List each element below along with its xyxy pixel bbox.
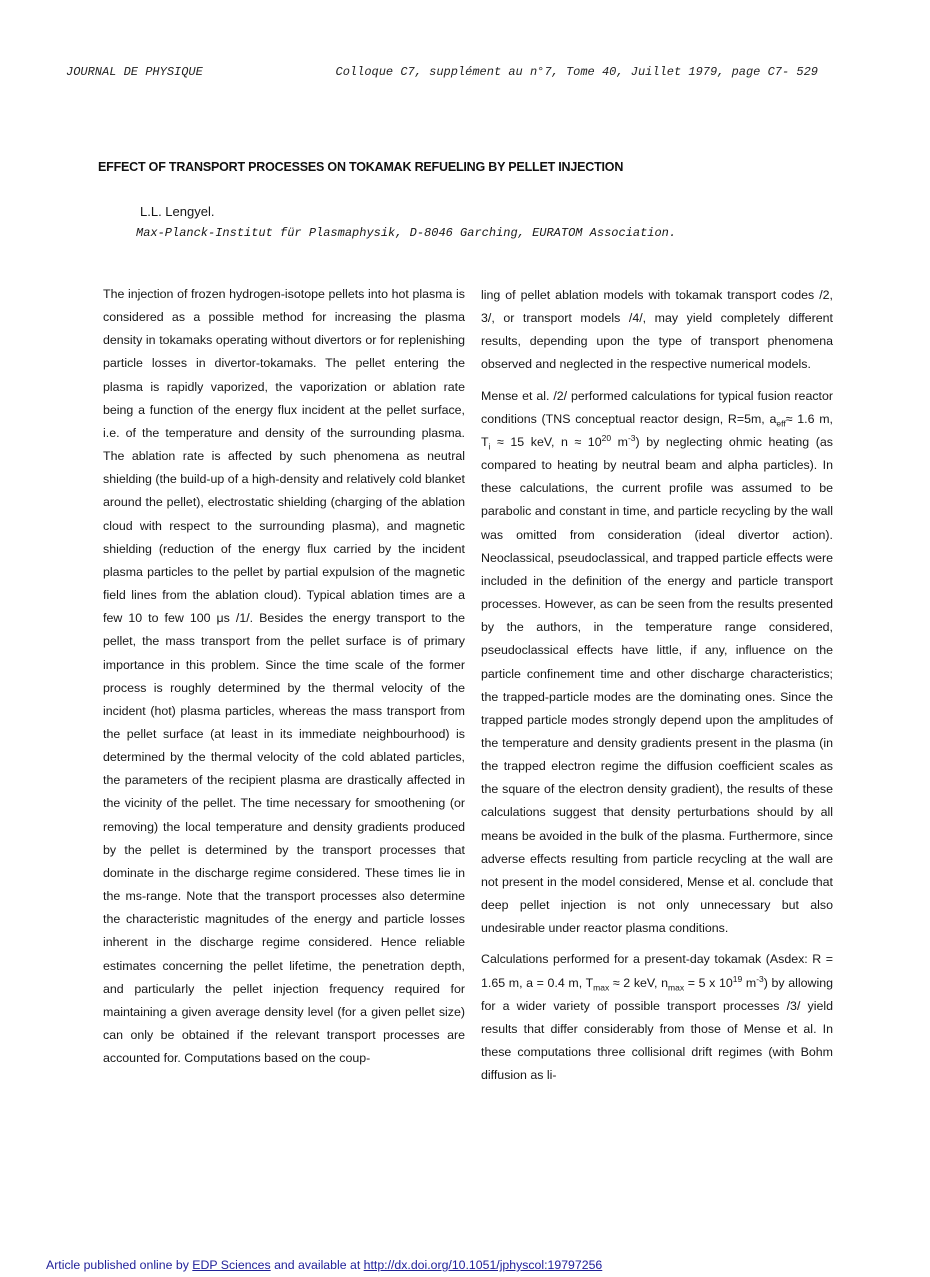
footer-text: and available at: [270, 1258, 364, 1272]
superscript: -3: [756, 973, 764, 984]
journal-name: JOURNAL DE PHYSIQUE: [66, 65, 203, 79]
subscript: i: [488, 441, 491, 452]
paragraph: [481, 948, 833, 1087]
paragraph-text: = 5 x 10: [684, 975, 733, 990]
paragraph-text: ≈ 2 keV, n: [609, 975, 669, 990]
footer-text: Article published online by: [46, 1258, 193, 1272]
header-citation: Colloque C7, supplément au n°7, Tome 40, Juillet 1979, page C7- 529: [335, 65, 818, 79]
paragraph-text: Calculations performed for a present-day tokamak (Asdex: R = 1.65 m, a = 0.4 m, T: [481, 952, 833, 990]
paragraph-text: m: [611, 434, 628, 449]
running-header: [66, 65, 818, 83]
subscript: max: [668, 982, 685, 992]
paper-title: EFFECT OF TRANSPORT PROCESSES ON TOKAMAK REFUELING BY PELLET INJECTION: [98, 160, 624, 174]
left-column: [103, 283, 465, 1078]
paragraph: The injection of frozen hydrogen-isotope pellets into hot plasma is considered as a possible method for increasing the plasma density in tokamaks operating without divertors or for replenishing particle losses in divertor-tokamaks. The pellet entering the plasma is rapidly vaporized, the vaporization or ablation rate being a function of the energy flux incident at the pellet surface, i.e. of the temperature and density of the surrounding plasma. The ablation rate is affected by such phenomena as neutral shielding (the build-up of a high-density and relatively cold blanket around the pellet), electrostatic shielding (charging of the ablation cloud with respect to the surrounding plasma), and magnetic shielding (reduction of the energy flux carried by the incident plasma particles to the pellet by partial expulsion of the magnetic field lines from the ablation cloud). Typical ablation times are a few 10 to few 100 μs /1/. Besides the energy transport to the pellet, the mass transport from the pellet surface is of primary importance in this problem. Since the time scale of the former process is roughly determined by the thermal velocity of the incident (hot) plasma particles, whereas the mass transport from the pellet surface (at least in its immediate neighbourhood) is determined by the thermal velocity of the cold ablated particles, the parameters of the recipient plasma are drastically affected in the vicinity of the pellet. The time necessary for smoothening (or removing) the local temperature and density gradients produced by the pellet is determined by the transport processes that dominate in the discharge regime considered. These times lie in the ms-range. Note that the transport processes also determine the characteristic magnitudes of the energy and particle losses inherent in the discharge regime considered. Hence reliable estimates concerning the pellet lifetime, the penetration depth, and particularly the pellet injection frequency required for maintaining a given average density level (for a given pellet size) can only be obtained if the relevant transport processes are accounted for. Computations based on the coup-: [103, 287, 465, 1066]
paragraph: [481, 385, 833, 941]
author-name: L.L. Lengyel.: [140, 204, 215, 219]
subscript: max: [593, 982, 610, 992]
superscript: 20: [601, 432, 612, 443]
superscript: -3: [627, 432, 636, 443]
paragraph-text: ) by allowing for a wider variety of possible transport processes /3/ yield results that differ considerably from those of Mense et al. In these computations three collisional drift regimes (with Bohm diffusion as li-: [481, 975, 834, 1083]
doi-link[interactable]: http://dx.doi.org/10.1051/jphyscol:19797256: [363, 1258, 603, 1272]
paragraph-text: ≈ 15 keV, n ≈ 10: [490, 434, 602, 449]
publisher-link[interactable]: EDP Sciences: [192, 1258, 271, 1272]
publication-footer: [46, 1258, 602, 1272]
paragraph-text: Mense et al. /2/ performed calculations for typical fusion reactor conditions (TNS conceptual reactor design, R=5m, a: [481, 388, 833, 426]
paragraph: ling of pellet ablation models with tokamak transport codes /2, 3/, or transport models /4/, may yield completely different results, depending upon the type of transport phenomena observed and neglected in the respective numerical models.: [481, 288, 833, 372]
author-affiliation: Max-Planck-Institut für Plasmaphysik, D-8046 Garching, EURATOM Association.: [136, 226, 677, 240]
paragraph-text: ) by neglecting ohmic heating (as compared to heating by neutral beam and alpha particles). In these calculations, the current profile was assumed to be parabolic and constant in time, and particle recycling by the wall was omitted from consideration (ideal divertor action). Neoclassical, pseudoclassical, and trapped particle effects were included in the definition of the energy and particle transport processes. However, as can be seen from the results presented by the authors, in the temperature range considered, pseudoclassical effects have little, if any, influence on the particle confinement time and other discharge characteristics; the trapped-particle modes are the dominating ones. Since the trapped particle modes strongly depend upon the amplitudes of the temperature and density gradients present in the plasma (in the trapped electron regime the diffusion coefficient scales as the square of the electron density gradient), the results of these calculations suggest that density perturbations should by all means be avoided in the bulk of the plasma. Furthermore, since adverse effects resulting from particle recycling at the wall are not present in the model considered, Mense et al. conclude that deep pellet injection is not only unnecessary but also undesirable under reactor plasma conditions.: [481, 434, 833, 936]
right-column: [481, 284, 833, 1095]
paragraph-text: m: [742, 975, 757, 990]
paragraph-text: ≈ 1.6 m, T: [481, 411, 833, 449]
subscript: eff: [776, 418, 786, 429]
superscript: 19: [732, 973, 743, 984]
